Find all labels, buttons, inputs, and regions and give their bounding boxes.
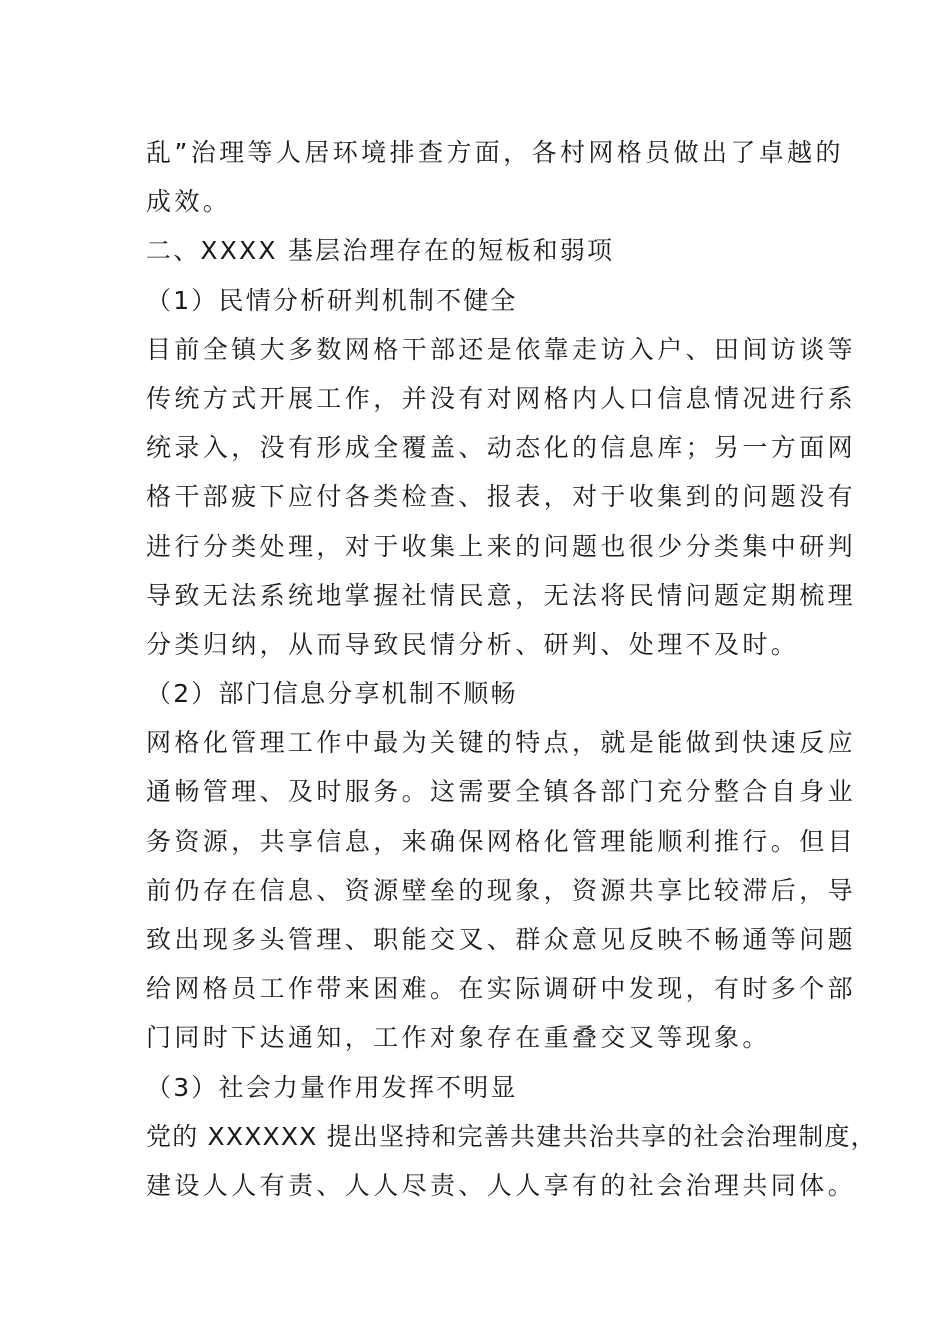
paragraph-line: 门同时下达通知，工作对象存在重叠交叉等现象。 xyxy=(146,1023,771,1053)
subsection-heading: （3）社会力量作用发挥不明显 xyxy=(146,1072,518,1102)
section-heading: 二、XXXX 基层治理存在的短板和弱项 xyxy=(146,236,615,266)
paragraph-line: 进行分类处理，对于收集上来的问题也很少分类集中研判 xyxy=(146,531,857,561)
paragraph-line: 务资源，共享信息，来确保网格化管理能顺利推行。但目 xyxy=(146,826,857,856)
paragraph-line: 致出现多头管理、职能交叉、群众意见反映不畅通等问题 xyxy=(146,925,857,954)
paragraph-line: 格干部疲下应付各类检查、报表，对于收集到的问题没有 xyxy=(146,482,857,512)
paragraph-line: 给网格员工作带来困难。在实际调研中发现，有时多个部 xyxy=(146,974,857,1004)
paragraph-line: 传统方式开展工作，并没有对网格内人口信息情况进行系 xyxy=(146,383,857,413)
paragraph-line: 通畅管理、及时服务。这需要全镇各部门充分整合自身业 xyxy=(146,777,857,807)
paragraph-line: 导致无法系统地掌握社情民意，无法将民情问题定期梳理 xyxy=(146,580,857,610)
subsection-heading: （2）部门信息分享机制不顺畅 xyxy=(146,679,518,709)
paragraph-line: 党的 XXXXXX 提出坚持和完善共建共治共享的社会治理制度， xyxy=(146,1121,877,1151)
paragraph-line: 统录入，没有形成全覆盖、动态化的信息库；另一方面网 xyxy=(146,433,857,463)
document-body xyxy=(146,128,877,1210)
paragraph-line: 目前全镇大多数网格干部还是依靠走访入户、田间访谈等 xyxy=(146,334,857,364)
paragraph-line: 网格化管理工作中最为关键的特点，就是能做到快速反应 xyxy=(146,728,857,758)
paragraph-line: 成效。 xyxy=(146,187,232,217)
paragraph-line: 建设人人有责、人人尽责、人人享有的社会治理共同体。 xyxy=(146,1170,857,1200)
subsection-heading: （1）民情分析研判机制不健全 xyxy=(146,285,518,315)
paragraph-line: 分类归纳，从而导致民情分析、研判、处理不及时。 xyxy=(146,629,800,659)
paragraph-line: 乱”治理等人居环境排查方面，各村网格员做出了卓越的 xyxy=(146,138,844,167)
paragraph-line: 前仍存在信息、资源壁垒的现象，资源共享比较滞后，导 xyxy=(146,875,857,905)
